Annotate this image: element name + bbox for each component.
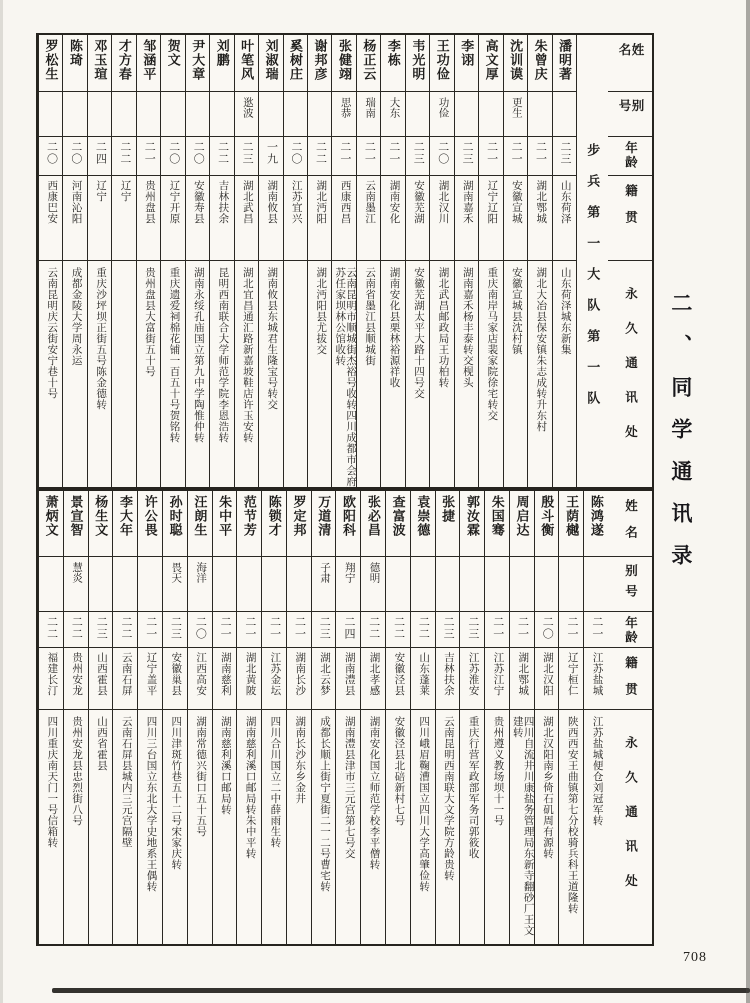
person-native: 云南墨江: [357, 176, 380, 261]
person-alias: [186, 92, 209, 137]
person-age: 二二: [113, 612, 137, 648]
person-native: 江苏淮安: [460, 648, 484, 710]
person-name: 查富波: [386, 491, 410, 557]
header-alias: 别号: [608, 557, 652, 612]
person-alias: 海洋: [188, 557, 212, 612]
person-address: 重庆沙坪坝正街五号陈金德转: [95, 267, 107, 410]
person-name: 郭汝霖: [460, 491, 484, 557]
person-column: [209, 35, 233, 487]
person-native: 湖北黄陂: [237, 648, 261, 710]
person-name: 高文厚: [479, 35, 502, 92]
person-address: 云南昆明市顺城街杰裕号收转四川成都市会府苏任家坝林公馆收转: [334, 267, 356, 487]
person-age: 二一: [287, 612, 311, 648]
person-age: 二一: [137, 137, 160, 176]
person-column: [534, 491, 559, 944]
person-address: 重庆遗爱祠棉花铺一百五十号贺铭转: [168, 267, 180, 443]
person-alias: [210, 92, 233, 137]
person-native: 湖北汉川: [430, 176, 453, 261]
person-alias: [262, 557, 286, 612]
person-native: 河南沁阳: [63, 176, 86, 261]
person-alias: [39, 557, 63, 612]
person-column: [38, 35, 62, 487]
person-age: 二二: [112, 137, 135, 176]
person-age: 二四: [336, 612, 360, 648]
person-age: 二二: [361, 612, 385, 648]
person-column: [63, 491, 88, 944]
person-name: 罗定邦: [287, 491, 311, 557]
person-native: 湖北孝感: [361, 648, 385, 710]
person-column: [286, 491, 311, 944]
person-alias: [161, 92, 184, 137]
person-column: [435, 491, 460, 944]
person-native: 辽宁桓仁: [559, 648, 583, 710]
person-address: 四川自流井川康盐务管理局东新寺翻砂厂王文建转: [511, 716, 534, 936]
person-alias: [553, 92, 576, 137]
person-native: 辽宁辽阳: [479, 176, 502, 261]
person-column: [187, 491, 212, 944]
header-age: 年龄: [608, 612, 652, 648]
person-column: [185, 35, 209, 487]
person-native: 西康巴安: [39, 176, 62, 261]
header-native-place: 籍贯: [608, 648, 652, 710]
person-native: 湖北云梦: [312, 648, 336, 710]
person-name: 韦光明: [406, 35, 429, 92]
person-address: 贵州盘县大富街五十号: [144, 267, 156, 377]
person-column: [356, 35, 380, 487]
person-native: 安徽泾县: [386, 648, 410, 710]
person-age: 二〇: [63, 137, 86, 176]
person-alias: [406, 92, 429, 137]
person-address: 湖南慈利溪口邮局转: [219, 716, 231, 815]
person-native: 辽宁盖平: [138, 648, 162, 710]
person-age: 二一: [528, 137, 551, 176]
person-column: [503, 35, 527, 487]
person-age: 二〇: [186, 137, 209, 176]
person-age: 二三: [235, 137, 258, 176]
person-name: 王荫樾: [559, 491, 583, 557]
person-column: [258, 35, 282, 487]
person-column: [552, 35, 576, 487]
person-address: 湖南嘉禾杨丰泰转交枧头: [461, 267, 473, 388]
scan-bottom-bar: [52, 988, 750, 993]
person-column: [261, 491, 286, 944]
person-name: 许公畏: [138, 491, 162, 557]
person-age: 二四: [88, 137, 111, 176]
person-address: 昆明西南联合大学师范学院李恩浩转: [217, 267, 229, 443]
person-age: 二一: [584, 612, 608, 648]
person-age: 二三: [89, 612, 113, 648]
header-column-bottom: [608, 491, 652, 944]
person-alias: [479, 92, 502, 137]
person-name: 才方春: [112, 35, 135, 92]
person-name: 邓玉瑄: [88, 35, 111, 92]
person-name: 尹大章: [186, 35, 209, 92]
person-column: [111, 35, 135, 487]
person-alias: 逖波: [235, 92, 258, 137]
person-native: 吉林扶余: [210, 176, 233, 261]
person-column: [311, 491, 336, 944]
person-address: 湖北大冶县保安镇朱志成转升东村: [535, 267, 547, 432]
person-column: [583, 491, 608, 944]
person-age: 二一: [381, 137, 404, 176]
person-address: 湖南安化国立师范学校李平僧转: [368, 716, 380, 870]
person-age: 二二: [308, 137, 331, 176]
person-address: 安徽宣城县沈村镇: [510, 267, 522, 355]
person-address: [284, 261, 307, 487]
person-native: 江苏盐城: [584, 648, 608, 710]
person-native: 湖北鄂城: [528, 176, 551, 261]
person-alias: [584, 557, 608, 612]
person-alias: [39, 92, 62, 137]
person-name: 叶笔风: [235, 35, 258, 92]
person-column: [136, 35, 160, 487]
person-alias: [287, 557, 311, 612]
person-age: 二二: [210, 137, 233, 176]
person-age: 二〇: [188, 612, 212, 648]
person-address: 湖南慈利溪口邮局转朱中平转: [244, 716, 256, 859]
person-alias: 子肃: [312, 557, 336, 612]
person-column: [509, 491, 534, 944]
person-name: 杨生文: [89, 491, 113, 557]
person-name: 杨正云: [357, 35, 380, 92]
person-alias: [386, 557, 410, 612]
person-native: 安徽巢县: [163, 648, 187, 710]
person-alias: [89, 557, 113, 612]
person-column: [385, 491, 410, 944]
person-name: 万道清: [312, 491, 336, 557]
person-column: [137, 491, 162, 944]
person-native: 湖北汉阳: [535, 648, 559, 710]
person-age: 二〇: [284, 137, 307, 176]
section-title: 二、同学通讯录: [668, 292, 693, 586]
person-column: [335, 491, 360, 944]
person-address: 湖南永绥孔庙国立第九中学陶惟仲转: [192, 267, 204, 443]
person-name: 陈鸿遂: [584, 491, 608, 557]
person-native: 江苏江宁: [485, 648, 509, 710]
person-column: [112, 491, 137, 944]
person-name: 张捷: [436, 491, 460, 557]
person-address: 成都金陵大学周永运: [70, 267, 82, 366]
person-name: 刘鹏: [210, 35, 233, 92]
person-alias: 功俭: [430, 92, 453, 137]
person-address: 湖北武昌邮政局王功柏转: [437, 267, 449, 388]
person-column: [484, 491, 509, 944]
person-column: [160, 35, 184, 487]
person-name: 袁崇德: [411, 491, 435, 557]
person-age: 二一: [559, 612, 583, 648]
person-name: 范节芳: [237, 491, 261, 557]
person-native: 吉林扶余: [436, 648, 460, 710]
person-address: 湖北宜昌通汇路新嘉坡鞋店许玉安转: [241, 267, 253, 443]
person-native: 湖北沔阳: [308, 176, 331, 261]
person-age: 二一: [357, 137, 380, 176]
person-native: 湖北鄂城: [510, 648, 534, 710]
person-alias: [112, 92, 135, 137]
person-alias: [213, 557, 237, 612]
person-name: 陈锁才: [262, 491, 286, 557]
person-alias: [485, 557, 509, 612]
person-age: 二一: [262, 612, 286, 648]
person-address: 湖南澧县津市三元宫第七号交: [343, 716, 355, 859]
person-address: 贵州遵义教场坝十一号: [492, 716, 504, 826]
person-address: 重庆南岸马家店裴家院徐宅转交: [486, 267, 498, 421]
person-name: 潘明著: [553, 35, 576, 92]
page-number: 708: [683, 950, 707, 965]
person-alias: [528, 92, 551, 137]
roster-table-top: [36, 33, 654, 489]
person-name: 周启达: [510, 491, 534, 557]
person-name: 刘淑瑞: [259, 35, 282, 92]
person-alias: 慧炎: [64, 557, 88, 612]
header-column-top: [608, 35, 652, 487]
person-age: 二一: [510, 612, 534, 648]
person-age: 二二: [411, 612, 435, 648]
person-name: 李栋: [381, 35, 404, 92]
person-name: 朱国骞: [485, 491, 509, 557]
person-name: 奚树庄: [284, 35, 307, 92]
person-native: 西康西昌: [332, 176, 355, 261]
person-column: [405, 35, 429, 487]
person-column: [87, 35, 111, 487]
person-alias: 瑞南: [357, 92, 380, 137]
person-name: 萧炳文: [39, 491, 63, 557]
person-address: 四川津斑竹巷五十二号宋家庆转: [170, 716, 182, 870]
person-address: [112, 261, 135, 487]
person-name: 张必昌: [361, 491, 385, 557]
person-column: [283, 35, 307, 487]
scan-left-edge: [0, 0, 3, 1003]
person-native: 山东蓬莱: [411, 648, 435, 710]
person-address: 贵州安龙县忠烈街八号: [71, 716, 83, 826]
unit-label: 步兵第一大队第一队: [585, 143, 601, 422]
person-native: 湖南嘉禾: [455, 176, 478, 261]
person-column: [62, 35, 86, 487]
person-native: 福建长汀: [39, 648, 63, 710]
unit-label-column: [576, 35, 608, 487]
person-age: 二三: [436, 612, 460, 648]
person-address: 湖北汉阳南乡倚石矶周有源转: [542, 716, 553, 859]
person-native: 贵州盘县: [137, 176, 160, 261]
person-column: [478, 35, 502, 487]
person-native: 安徽寿县: [186, 176, 209, 261]
person-alias: 大东: [381, 92, 404, 137]
person-native: 江苏宜兴: [284, 176, 307, 261]
person-alias: [88, 92, 111, 137]
person-alias: [284, 92, 307, 137]
person-column: [236, 491, 261, 944]
person-age: 二〇: [430, 137, 453, 176]
person-age: 二二: [64, 612, 88, 648]
person-native: 云南石屏: [113, 648, 137, 710]
person-native: 安徽宣城: [504, 176, 527, 261]
person-age: 二一: [504, 137, 527, 176]
person-native: 湖北武昌: [235, 176, 258, 261]
person-column: [454, 35, 478, 487]
person-address: 云南昆明西南联大文学院方龄贵转: [442, 716, 454, 881]
person-alias: [411, 557, 435, 612]
person-age: 二一: [237, 612, 261, 648]
person-native: 湖南攸县: [259, 176, 282, 261]
scan-right-edge: [746, 0, 750, 1003]
person-name: 陈琦: [63, 35, 86, 92]
person-name: 邹涵平: [137, 35, 160, 92]
person-age: 二〇: [535, 612, 559, 648]
person-native: 辽宁: [112, 176, 135, 261]
person-column: [380, 35, 404, 487]
person-native: 山东荷泽: [553, 176, 576, 261]
person-alias: [138, 557, 162, 612]
header-name: 姓名: [608, 35, 652, 92]
person-age: 二〇: [161, 137, 184, 176]
person-address: 安徽泾县北碚新村七号: [393, 716, 405, 826]
person-native: 湖南长沙: [287, 648, 311, 710]
person-name: 朱中平: [213, 491, 237, 557]
person-column: [410, 491, 435, 944]
person-column: [459, 491, 484, 944]
person-column: [212, 491, 237, 944]
person-address: 云南省墨江县顺城街: [364, 267, 376, 366]
person-age: 二三: [406, 137, 429, 176]
person-age: 二一: [213, 612, 237, 648]
person-alias: [559, 557, 583, 612]
person-name: 王功俭: [430, 35, 453, 92]
person-age: 二三: [460, 612, 484, 648]
person-age: 二二: [39, 612, 63, 648]
person-column: [38, 491, 63, 944]
person-native: 辽宁开原: [161, 176, 184, 261]
person-alias: [460, 557, 484, 612]
person-alias: [455, 92, 478, 137]
person-age: 二三: [455, 137, 478, 176]
person-column: [360, 491, 385, 944]
person-age: 二一: [138, 612, 162, 648]
person-address: 重庆行营军政部军务司郭筱收: [467, 716, 479, 859]
person-age: 二二: [386, 612, 410, 648]
person-name: 孙时聪: [163, 491, 187, 557]
person-address: 湖南长沙东乡金井: [294, 716, 306, 804]
person-alias: [535, 557, 559, 612]
person-address: 安徽芜湖太平大路十四号交: [413, 267, 424, 399]
person-address: 云南昆明庆云街安宁巷十号: [46, 267, 58, 399]
person-column: [234, 35, 258, 487]
person-age: 二〇: [39, 137, 62, 176]
header-permanent-address: 永久通讯处: [623, 736, 638, 909]
person-native: 江苏金坛: [262, 648, 286, 710]
person-name: 汪朗生: [188, 491, 212, 557]
person-age: 二三: [163, 612, 187, 648]
person-age: 一九: [259, 137, 282, 176]
person-address: 四川三台国立东北大学史地系王偶转: [145, 716, 157, 892]
roster-table-bottom: [36, 489, 654, 946]
person-name: 沈训谟: [504, 35, 527, 92]
person-name: 殷斗衡: [535, 491, 559, 557]
person-address: 山东荷泽城东新集: [559, 267, 571, 355]
header-age: 年龄: [608, 137, 652, 176]
header-permanent-address: 永久通讯处: [623, 287, 638, 460]
header-name: 姓名: [608, 491, 652, 557]
person-address: 湖南攸县东城君生隆宝号转交: [266, 267, 278, 410]
person-address: 四川合川国立二中薛雨生转: [269, 716, 281, 848]
person-address: 江苏盐城便仓刘冠军转: [591, 716, 603, 826]
person-native: 贵州安龙: [64, 648, 88, 710]
person-alias: [510, 557, 534, 612]
person-native: 安徽芜湖: [406, 176, 429, 261]
person-name: 贺文: [161, 35, 184, 92]
person-address: 四川重庆南天门一号信箱转: [46, 716, 58, 848]
person-alias: [63, 92, 86, 137]
person-alias: 畏天: [163, 557, 187, 612]
person-alias: 翔宁: [336, 557, 360, 612]
person-name: 谢邦彦: [308, 35, 331, 92]
person-native: 湖南安化: [381, 176, 404, 261]
person-address: 湖南安化县栗林裕源祥收: [388, 267, 400, 388]
person-native: 湖南慈利: [213, 648, 237, 710]
person-age: 二三: [312, 612, 336, 648]
person-alias: [113, 557, 137, 612]
person-alias: [308, 92, 331, 137]
person-alias: 更生: [504, 92, 527, 137]
person-name: 张健翊: [332, 35, 355, 92]
person-name: 景宣智: [64, 491, 88, 557]
person-alias: [259, 92, 282, 137]
person-alias: [137, 92, 160, 137]
person-column: [331, 35, 355, 487]
person-address: 云南石屏县城内三元宫隔壁: [120, 716, 132, 848]
person-column: [429, 35, 453, 487]
header-alias: 别号: [608, 92, 652, 137]
person-name: 朱曾庆: [528, 35, 551, 92]
person-name: 欧阳科: [336, 491, 360, 557]
person-native: 湖南澧县: [336, 648, 360, 710]
person-address: 四川峨眉鞠漕国立四川大学高肇俭转: [418, 716, 430, 892]
person-address: 湖北沔阳县尤拔交: [315, 267, 327, 355]
person-name: 罗松生: [39, 35, 62, 92]
person-age: 二三: [553, 137, 576, 176]
person-alias: 思恭: [332, 92, 355, 137]
person-native: 辽宁: [88, 176, 111, 261]
person-address: 陕西西安王曲镇第七分校骑兵科王道隆转: [566, 716, 578, 914]
person-alias: 德明: [361, 557, 385, 612]
person-name: 李大年: [113, 491, 137, 557]
person-column: [88, 491, 113, 944]
person-age: 二一: [332, 137, 355, 176]
person-alias: [436, 557, 460, 612]
person-name: 李诩: [455, 35, 478, 92]
person-column: [307, 35, 331, 487]
person-native: 山西霍县: [89, 648, 113, 710]
person-address: 湖南常德兴街口五十五号: [195, 716, 207, 837]
person-age: 二一: [479, 137, 502, 176]
header-native-place: 籍贯: [608, 176, 652, 261]
person-address: 山西省霍县: [95, 716, 107, 771]
person-column: [558, 491, 583, 944]
person-column: [162, 491, 187, 944]
person-native: 江西高安: [188, 648, 212, 710]
person-address: 成都长顺上街宁夏街二一二号曹宅转: [318, 716, 330, 892]
person-age: 二一: [485, 612, 509, 648]
person-column: [527, 35, 551, 487]
person-alias: [237, 557, 261, 612]
